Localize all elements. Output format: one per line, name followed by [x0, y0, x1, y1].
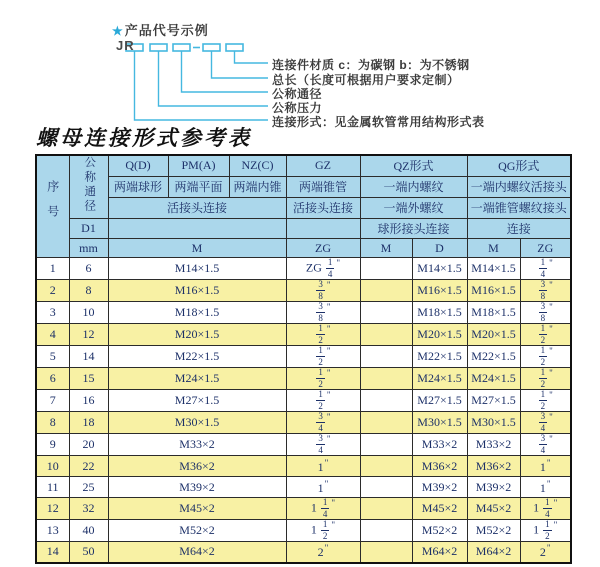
code-box-2: [150, 44, 167, 51]
cell-qg_m: M30×1.5: [467, 412, 520, 434]
header-qg-unit-zg: ZG: [520, 239, 571, 258]
cell-m: M36×2: [108, 456, 286, 477]
cell-qg_m: M39×2: [467, 477, 520, 498]
cell-zg: $\frac{1}{2}$ ": [286, 346, 360, 368]
cell-m: M52×2: [108, 520, 286, 542]
table-title: 螺母连接形式参考表: [36, 125, 252, 150]
header-code-nz: NZ(C): [229, 155, 286, 176]
cell-qz_d: M64×2: [412, 542, 467, 563]
cell-qz_d: M36×2: [412, 456, 467, 477]
cell-no: 10: [36, 456, 69, 477]
cell-m: M39×2: [108, 477, 286, 498]
cell-no: 6: [36, 368, 69, 390]
cell-qz_d: M22×1.5: [412, 346, 467, 368]
cell-qg_zg: $\frac{1}{4}$ ": [520, 258, 571, 280]
cell-qz_d: M33×2: [412, 434, 467, 456]
header-unit-m: M: [108, 239, 286, 258]
header-d1: D1: [69, 219, 108, 239]
cell-zg: $\frac{1}{2}$ ": [286, 390, 360, 412]
cell-m: M18×1.5: [108, 302, 286, 324]
table-row: [36, 542, 571, 563]
table-row: [36, 390, 571, 412]
cell-qz_d: M30×1.5: [412, 412, 467, 434]
cell-qz_m: [360, 477, 412, 498]
cell-mm: 14: [69, 346, 108, 368]
cell-qg_m: M64×2: [467, 542, 520, 563]
table-row: [36, 302, 571, 324]
cell-qz_m: [360, 346, 412, 368]
table-row: [36, 280, 571, 302]
header-qz-row3: 一端外螺纹: [360, 197, 467, 218]
cell-no: 3: [36, 302, 69, 324]
cell-qz_m: [360, 324, 412, 346]
cell-no: 8: [36, 412, 69, 434]
header-diameter: 公称通径: [69, 155, 108, 219]
table-body: [36, 258, 571, 563]
cell-qg_m: M45×2: [467, 498, 520, 520]
cell-qg_zg: 1 $\frac{1}{2}$ ": [520, 520, 571, 542]
cell-qz_d: M52×2: [412, 520, 467, 542]
cell-qz_m: [360, 302, 412, 324]
header-qg-row3: 一端锥管螺纹接头: [467, 197, 571, 218]
cell-m: M16×1.5: [108, 280, 286, 302]
header-gz-connection: 活接头连接: [286, 197, 360, 218]
cell-zg: $\frac{3}{8}$ ": [286, 302, 360, 324]
label-connection-form: 连接形式：见金属软管常用结构形式表: [272, 115, 485, 129]
table-row: [36, 324, 571, 346]
table-row: [36, 258, 571, 280]
header-code-qz: QZ形式: [360, 155, 467, 176]
table-header: [36, 155, 571, 258]
label-material: 连接件材质 c：为碳钢 b：为不锈钢: [272, 58, 470, 72]
cell-m: M64×2: [108, 542, 286, 563]
cell-qg_m: M36×2: [467, 456, 520, 477]
cell-zg: 1": [286, 477, 360, 498]
diagram-heading: [112, 20, 209, 39]
cell-zg: ZG $\frac{1}{4}$ ": [286, 258, 360, 280]
cell-qg_zg: $\frac{1}{2}$ ": [520, 324, 571, 346]
cell-m: M22×1.5: [108, 346, 286, 368]
cell-qg_m: M33×2: [467, 434, 520, 456]
cell-qz_m: [360, 390, 412, 412]
header-blank-gz: [286, 219, 360, 239]
cell-qg_zg: $\frac{3}{4}$ ": [520, 412, 571, 434]
cell-zg: 1 $\frac{1}{2}$ ": [286, 520, 360, 542]
label-nominal-diameter: 公称通径: [272, 87, 323, 101]
cell-mm: 10: [69, 302, 108, 324]
header-code-q: Q(D): [108, 155, 168, 176]
cell-qz_d: M18×1.5: [412, 302, 467, 324]
cell-qg_zg: $\frac{1}{2}$ ": [520, 390, 571, 412]
header-qg-unit-m: M: [467, 239, 520, 258]
cell-no: 12: [36, 498, 69, 520]
cell-qg_zg: $\frac{3}{8}$ ": [520, 280, 571, 302]
diagram-heading-text: 产品代号示例: [124, 23, 209, 38]
table-row: [36, 477, 571, 498]
leader-line-material: [235, 51, 269, 63]
header-qz-row2: 一端内螺纹: [360, 176, 467, 197]
header-nz-ends: 两端内锥: [229, 176, 286, 197]
cell-qg_zg: $\frac{3}{8}$ ": [520, 302, 571, 324]
header-blank-m: [108, 219, 286, 239]
cell-qz_m: [360, 520, 412, 542]
cell-qg_m: M27×1.5: [467, 390, 520, 412]
table-row: [36, 456, 571, 477]
header-qg-row4: 连接: [467, 219, 571, 239]
header-unit-zg: ZG: [286, 239, 360, 258]
cell-qz_m: [360, 280, 412, 302]
header-qz-row4: 球形接头连接: [360, 219, 467, 239]
header-qz-unit-d: D: [412, 239, 467, 258]
cell-zg: 1 $\frac{1}{4}$ ": [286, 498, 360, 520]
cell-qg_m: M22×1.5: [467, 346, 520, 368]
cell-mm: 20: [69, 434, 108, 456]
star-icon: ★: [112, 24, 124, 38]
cell-qz_m: [360, 368, 412, 390]
cell-qg_m: M24×1.5: [467, 368, 520, 390]
cell-qz_d: M27×1.5: [412, 390, 467, 412]
cell-qg_m: M52×2: [467, 520, 520, 542]
reference-table-container: [35, 154, 572, 564]
code-prefix: JR: [116, 38, 135, 53]
cell-mm: 16: [69, 390, 108, 412]
cell-zg: $\frac{3}{4}$ ": [286, 434, 360, 456]
label-total-length: 总长（长度可根据用户要求定制）: [272, 73, 460, 87]
header-union-connection: 活接头连接: [108, 197, 286, 218]
cell-mm: 6: [69, 258, 108, 280]
leader-line-length: [212, 51, 269, 78]
header-code-pm: PM(A): [168, 155, 229, 176]
table-row: [36, 520, 571, 542]
cell-m: M45×2: [108, 498, 286, 520]
cell-m: M24×1.5: [108, 368, 286, 390]
cell-qz_m: [360, 542, 412, 563]
cell-qg_m: M14×1.5: [467, 258, 520, 280]
cell-no: 7: [36, 390, 69, 412]
cell-mm: 50: [69, 542, 108, 563]
cell-qg_zg: 2": [520, 542, 571, 563]
table-row: [36, 368, 571, 390]
cell-no: 14: [36, 542, 69, 563]
cell-qg_zg: 1": [520, 456, 571, 477]
header-serial: 序号: [36, 155, 69, 258]
table-row: [36, 498, 571, 520]
cell-zg: $\frac{1}{2}$ ": [286, 324, 360, 346]
table-row: [36, 412, 571, 434]
leader-line-form: [135, 51, 269, 120]
cell-mm: 12: [69, 324, 108, 346]
nut-connection-table: [35, 154, 572, 564]
cell-zg: 1": [286, 456, 360, 477]
cell-no: 13: [36, 520, 69, 542]
header-gz-ends: 两端锥管: [286, 176, 360, 197]
cell-no: 9: [36, 434, 69, 456]
code-box-5: [226, 44, 243, 51]
cell-qg_m: M20×1.5: [467, 324, 520, 346]
cell-qg_zg: 1": [520, 477, 571, 498]
header-code-gz: GZ: [286, 155, 360, 176]
cell-qz_m: [360, 498, 412, 520]
cell-m: M33×2: [108, 434, 286, 456]
cell-qz_d: M24×1.5: [412, 368, 467, 390]
cell-zg: $\frac{3}{8}$ ": [286, 280, 360, 302]
cell-qg_zg: $\frac{1}{2}$ ": [520, 368, 571, 390]
cell-mm: 18: [69, 412, 108, 434]
cell-mm: 15: [69, 368, 108, 390]
cell-zg: 2": [286, 542, 360, 563]
cell-qg_zg: 1 $\frac{1}{4}$ ": [520, 498, 571, 520]
header-code-qg: QG形式: [467, 155, 571, 176]
cell-zg: $\frac{1}{2}$ ": [286, 368, 360, 390]
table-row: [36, 434, 571, 456]
cell-qz_d: M14×1.5: [412, 258, 467, 280]
code-box-4: [203, 44, 220, 51]
header-qz-unit-m: M: [360, 239, 412, 258]
cell-qg_zg: $\frac{1}{2}$ ": [520, 346, 571, 368]
header-mm: mm: [69, 239, 108, 258]
cell-no: 5: [36, 346, 69, 368]
cell-m: M14×1.5: [108, 258, 286, 280]
cell-m: M30×1.5: [108, 412, 286, 434]
cell-qz_d: M45×2: [412, 498, 467, 520]
leader-line-diameter: [182, 51, 269, 92]
cell-qg_m: M18×1.5: [467, 302, 520, 324]
table-row: [36, 346, 571, 368]
cell-qz_m: [360, 412, 412, 434]
cell-qg_m: M16×1.5: [467, 280, 520, 302]
header-qg-row2: 一端内螺纹活接头: [467, 176, 571, 197]
label-nominal-pressure: 公称压力: [272, 101, 323, 115]
cell-qg_zg: $\frac{3}{4}$ ": [520, 434, 571, 456]
cell-mm: 40: [69, 520, 108, 542]
cell-mm: 32: [69, 498, 108, 520]
code-box-3: [173, 44, 190, 51]
cell-mm: 25: [69, 477, 108, 498]
cell-no: 11: [36, 477, 69, 498]
cell-qz_d: M16×1.5: [412, 280, 467, 302]
cell-mm: 22: [69, 456, 108, 477]
cell-no: 2: [36, 280, 69, 302]
cell-qz_m: [360, 434, 412, 456]
header-pm-ends: 两端平面: [168, 176, 229, 197]
cell-qz_m: [360, 258, 412, 280]
cell-qz_m: [360, 456, 412, 477]
cell-qz_d: M39×2: [412, 477, 467, 498]
cell-mm: 8: [69, 280, 108, 302]
cell-no: 4: [36, 324, 69, 346]
cell-m: M20×1.5: [108, 324, 286, 346]
header-q-ends: 两端球形: [108, 176, 168, 197]
cell-qz_d: M20×1.5: [412, 324, 467, 346]
cell-zg: $\frac{3}{4}$ ": [286, 412, 360, 434]
cell-m: M27×1.5: [108, 390, 286, 412]
cell-no: 1: [36, 258, 69, 280]
